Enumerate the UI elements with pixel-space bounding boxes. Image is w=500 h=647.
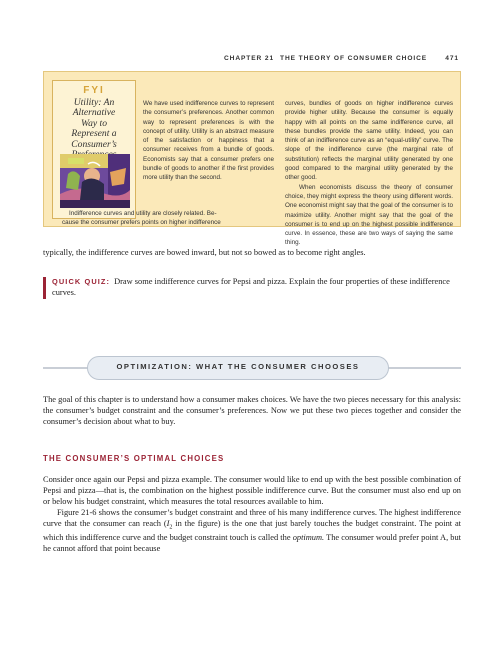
text-run: The consumer would prefer point A, but he cannot afford that point because — [43, 533, 462, 554]
paragraph: Consider once again our Pepsi and pizza example. The consumer would like to end up with the best possible combination of Pepsi and pizza—that is, the combination on the highest possible indifference curve. But the consumer must also end up on or below his budget constraint, which measures the total resources available to him. — [43, 475, 461, 506]
fyi-wide-line: Indifference curves and utility are closely related. Be- — [69, 210, 217, 217]
illustration-icon — [60, 154, 130, 208]
fyi-wide-line: cause the consumer prefers points on higher indifference — [62, 219, 221, 227]
fyi-paragraph: curves, bundles of goods on higher indifference curves provide higher utility. Because the consumer is equally happy with all points on the same indifference curve, all these bundles provide the same utility. Indeed, you can think of an indifference curve as an “equal-utility” curve. The slope of the indifference curve (the marginal rate of substitution) reflects the marginal utility generated by one good compared to the marginal utility generated by the other good. — [285, 100, 453, 182]
fyi-wide-text — [62, 209, 274, 228]
quick-quiz-text: Draw some indifference curves for Pepsi and pizza. Explain the four properties of these indifference curves. — [52, 277, 450, 297]
text-run: Figure 21-6 shows the consumer’s budget constraint and three of his many indifference curves. The highest indifference curve that the consumer can reach ( — [43, 507, 461, 528]
fyi-column-1: We have used indifference curves to represent the consumer’s preferences. Another common way to represent preferences is with the concept of utility. Utility is an abstract measure of the satisfaction or happiness that a consumer receives from a bundle of goods. Economists say that a consumer prefers one bundle of goods to another if the first provides more utility than the second. — [143, 100, 274, 182]
emphasis-term: optimum. — [292, 533, 325, 543]
fyi-title-line: Utility: An — [73, 97, 115, 108]
section-intro: The goal of this chapter is to understand how a consumer makes choices. We have the two pieces necessary for this analysis: the consumer’s budget constraint and the consumer’s preferences. Now we put these two pieces together and consider the consumer’s decision about what to buy. — [43, 395, 461, 426]
quick-quiz — [52, 276, 457, 298]
section-heading-band — [43, 356, 461, 380]
fyi-title-line: Way to — [80, 117, 108, 129]
fyi-title — [56, 98, 132, 160]
fyi-paragraph: When economists discuss the theory of consumer choice, they might express the theory using different words. One economist might say that the goal of the consumer is to maximize utility. Another might say that the goal of the consumer is to end up on the highest possible indifference curve. In essence, these are two ways of saying the same thing. — [285, 183, 453, 247]
running-head — [224, 55, 459, 62]
curve-subscript: 2 — [169, 524, 173, 531]
page-number: 471 — [445, 55, 459, 62]
chapter-title: THE THEORY OF CONSUMER CHOICE — [280, 55, 428, 62]
curve-symbol: I — [166, 518, 170, 528]
continuation-paragraph: typically, the indifference curves are bowed inward, but not so bowed as to become right angles. — [43, 248, 366, 257]
fyi-title-line: Represent a — [71, 128, 117, 140]
section-title: OPTIMIZATION: WHAT THE CONSUMER CHOOSES — [116, 362, 360, 371]
subsection-title: THE CONSUMER’S OPTIMAL CHOICES — [43, 454, 225, 463]
fyi-title-line: Alternative — [72, 107, 116, 119]
fyi-column-2 — [285, 99, 453, 248]
quick-quiz-label: QUICK QUIZ: — [52, 277, 111, 286]
fyi-title-line: Consumer’s — [71, 138, 117, 150]
text-run: in the figure) is the one that just barely touches the budget constraint. The point at which this indifference curve and the budget constraint touch is called the — [43, 518, 461, 543]
quick-quiz-bar — [43, 277, 46, 299]
chapter-label: CHAPTER 21 — [224, 55, 275, 62]
fyi-label: FYI — [83, 85, 105, 96]
paragraph — [43, 508, 461, 555]
subsection-body — [43, 475, 461, 555]
